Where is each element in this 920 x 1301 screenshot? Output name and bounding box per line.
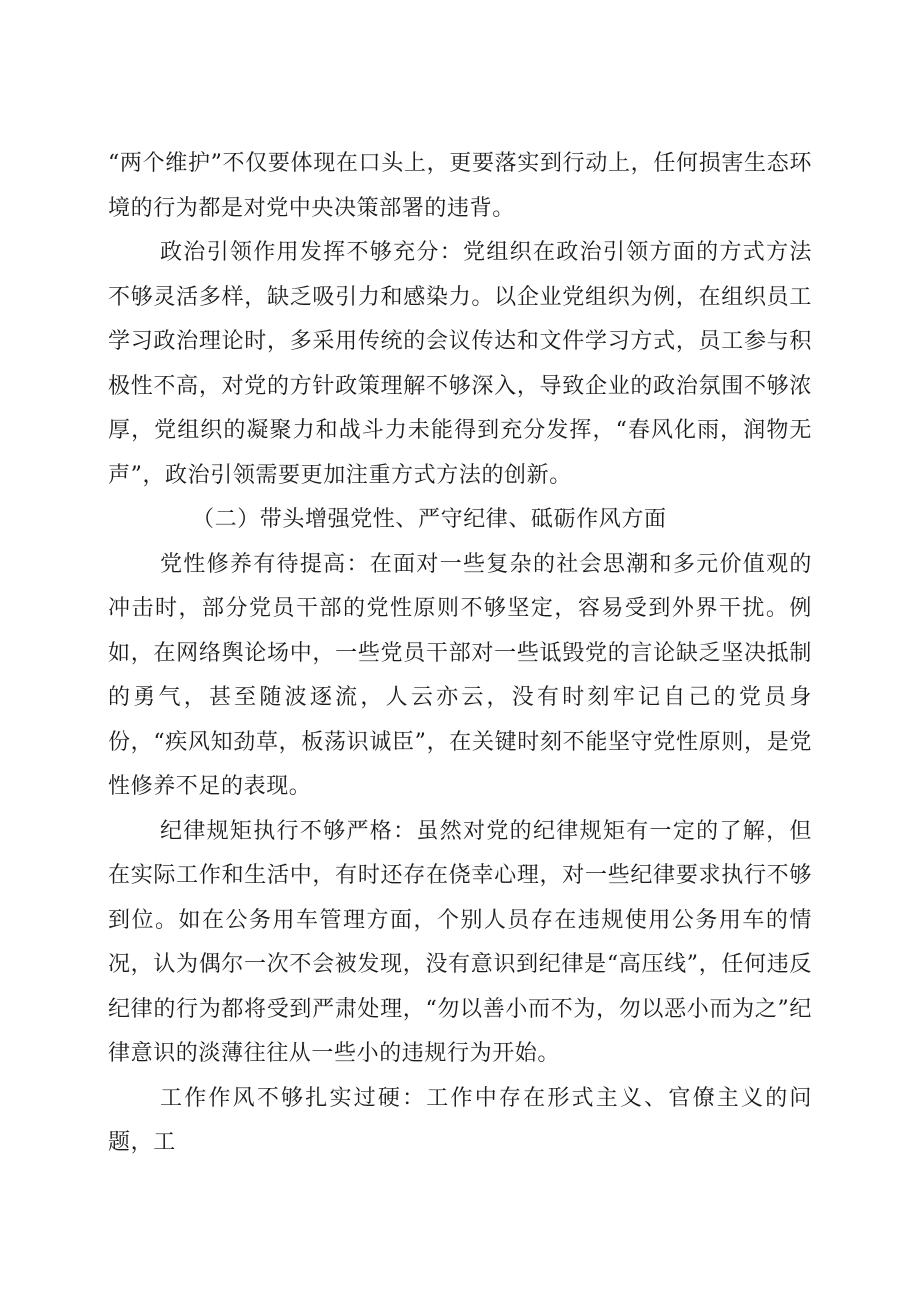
paragraph-discipline: 纪律规矩执行不够严格：虽然对党的纪律规矩有一定的了解，但在实际工作和生活中，有时还存在侥幸心理，对一些纪律要求执行不够到位。如在公务用车管理方面，个别人员存在违规使用公务用车的情况，认为偶尔一次不会被发现，没有意识到纪律是“高压线”，任何违反纪律的行为都将受到严肃处理，“勿以善小而不为，勿以恶小而为之”纪律意识的淡薄往往从一些小的违规行为开始。 <box>108 818 812 1066</box>
document-body <box>108 142 812 1166</box>
paragraph-party-spirit: 党性修养有待提高：在面对一些复杂的社会思潮和多元价值观的冲击时，部分党员干部的党性原则不够坚定，容易受到外界干扰。例如，在网络舆论场中，一些党员干部对一些诋毁党的言论缺乏坚决抵制的勇气，甚至随波逐流，人云亦云，没有时刻牢记自己的党员身份，“疾风知劲草，板荡识诚臣”，在关键时刻不能坚守党性原则，是党性修养不足的表现。 <box>108 551 812 799</box>
section-heading: （二）带头增强党性、严守纪律、砥砺作风方面 <box>192 507 667 532</box>
paragraph-continuation: “两个维护”不仅要体现在口头上，更要落实到行动上，任何损害生态环境的行为都是对党中央决策部署的违背。 <box>108 151 812 221</box>
paragraph-work-style: 工作作风不够扎实过硬：工作中存在形式主义、官僚主义的问题，工 <box>108 1085 812 1155</box>
paragraph-political-leadership: 政治引领作用发挥不够充分：党组织在政治引领方面的方式方法不够灵活多样，缺乏吸引力和感染力。以企业党组织为例，在组织员工学习政治理论时，多采用传统的会议传达和文件学习方式，员工参与积极性不高，对党的方针政策理解不够深入，导致企业的政治氛围不够浓厚，党组织的凝聚力和战斗力未能得到充分发挥，“春风化雨，润物无声”，政治引领需要更加注重方式方法的创新。 <box>108 240 812 488</box>
